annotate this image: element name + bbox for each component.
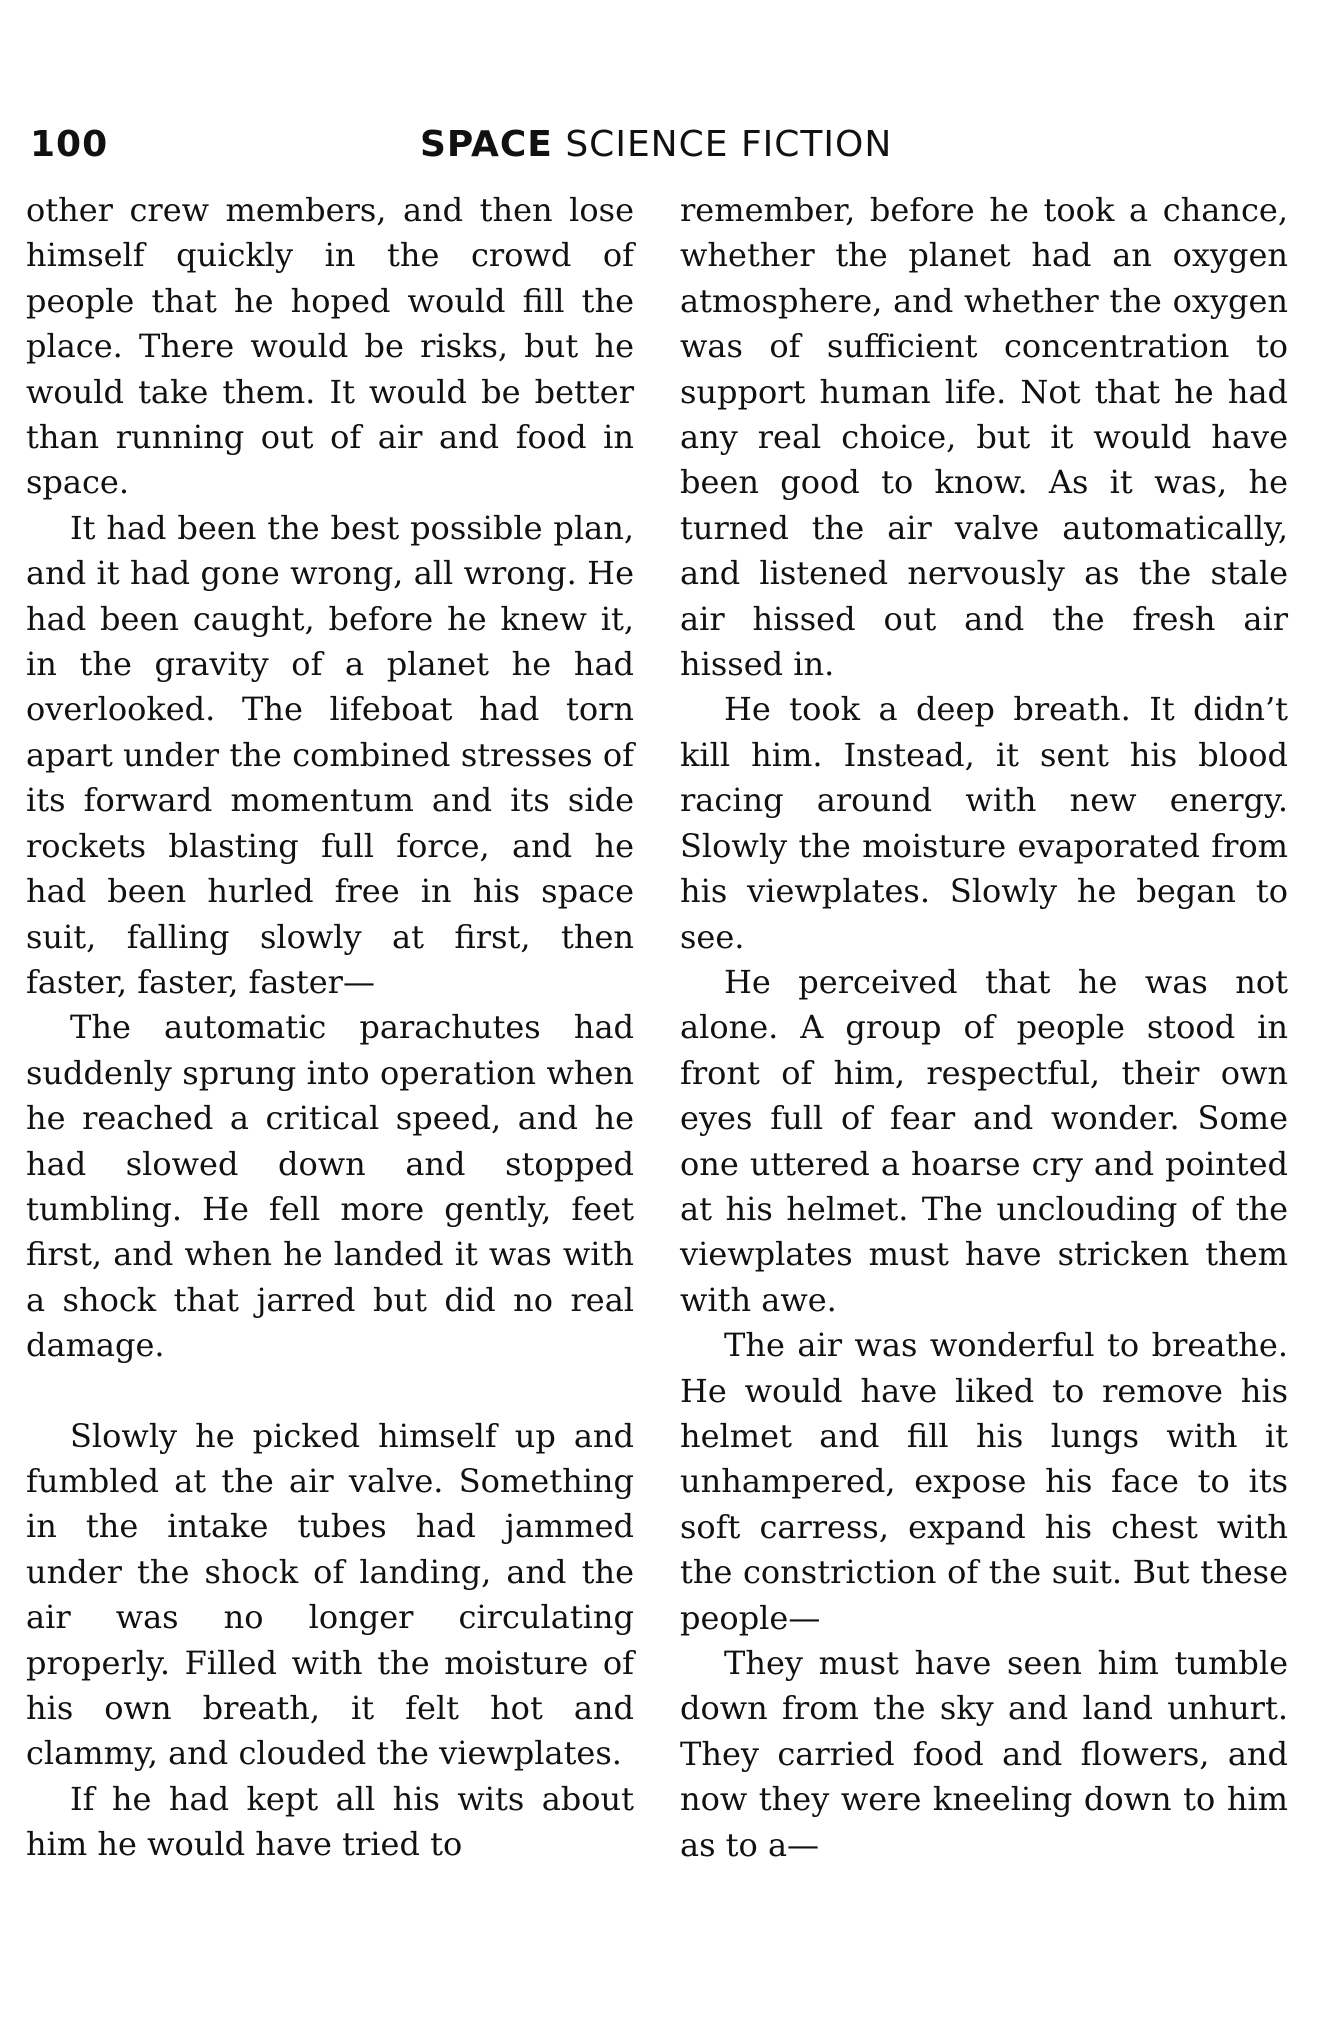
running-head-rest: SCIENCE FICTION xyxy=(552,124,893,165)
paragraph: Slowly he picked himself up and fumbled at the air valve. Something in the intake tubes had jammed under the shock of landing, and the air was no longer circulating properly. Filled with the moisture of his own breath, it felt hot and clammy, and clouded the viewplates. xyxy=(26,1416,634,1773)
paragraph: If he had kept all his wits about him he would have tried to xyxy=(26,1779,634,1864)
page-number: 100 xyxy=(30,124,109,165)
paragraph: remember, before he took a chance, whether the planet had an oxygen atmosphere, and whether the oxygen was of sufficient concentration to support human life. Not that he had any real choice, but it would have been good to know. As it was, he turned the air valve automatically, and listened nervously as the stale air hissed out and the fresh air hissed in. xyxy=(680,191,1288,684)
paragraph: They must have seen him tumble down from the sky and land unhurt. They carried food and flowers, and now they were kneeling down to him as to a— xyxy=(680,1644,1288,1864)
left-column xyxy=(26,188,634,1868)
running-head-bold: SPACE xyxy=(420,124,553,165)
paragraph: other crew members, and then lose himself quickly in the crowd of people that he hoped would fill the place. There would be risks, but he would take them. It would be better than running out of air and food in space. xyxy=(26,191,634,502)
paragraph: It had been the best possible plan, and it had gone wrong, all wrong. He had been caught, before he knew it, in the gravity of a planet he had overlooked. The lifeboat had torn apart under the combined stresses of its forward momentum and its side rockets blasting full force, and he had been hurled free in his space suit, falling slowly at first, then faster, faster, faster— xyxy=(26,508,634,1001)
running-head xyxy=(420,124,892,165)
paragraph: The air was wonderful to breathe. He would have liked to remove his helmet and fill his lungs with it unhampered, expose his face to its soft carress, expand his chest with the constriction of the suit. But these people— xyxy=(680,1326,1288,1637)
paragraph: He took a deep breath. It didn’t kill him. Instead, it sent his blood racing around with new energy. Slowly the moisture evaporated from his viewplates. Slowly he began to see. xyxy=(680,690,1288,956)
paragraph: He perceived that he was not alone. A group of people stood in front of him, respectful, their own eyes full of fear and wonder. Some one uttered a hoarse cry and pointed at his helmet. The unclouding of the viewplates must have stricken them with awe. xyxy=(680,962,1288,1319)
right-column xyxy=(680,188,1288,1868)
paragraph: The automatic parachutes had suddenly sprung into operation when he reached a critical speed, and he had slowed down and stopped tumbling. He fell more gently, feet first, and when he landed it was with a shock that jarred but did no real damage. xyxy=(26,1008,634,1365)
page-header xyxy=(30,124,1285,180)
